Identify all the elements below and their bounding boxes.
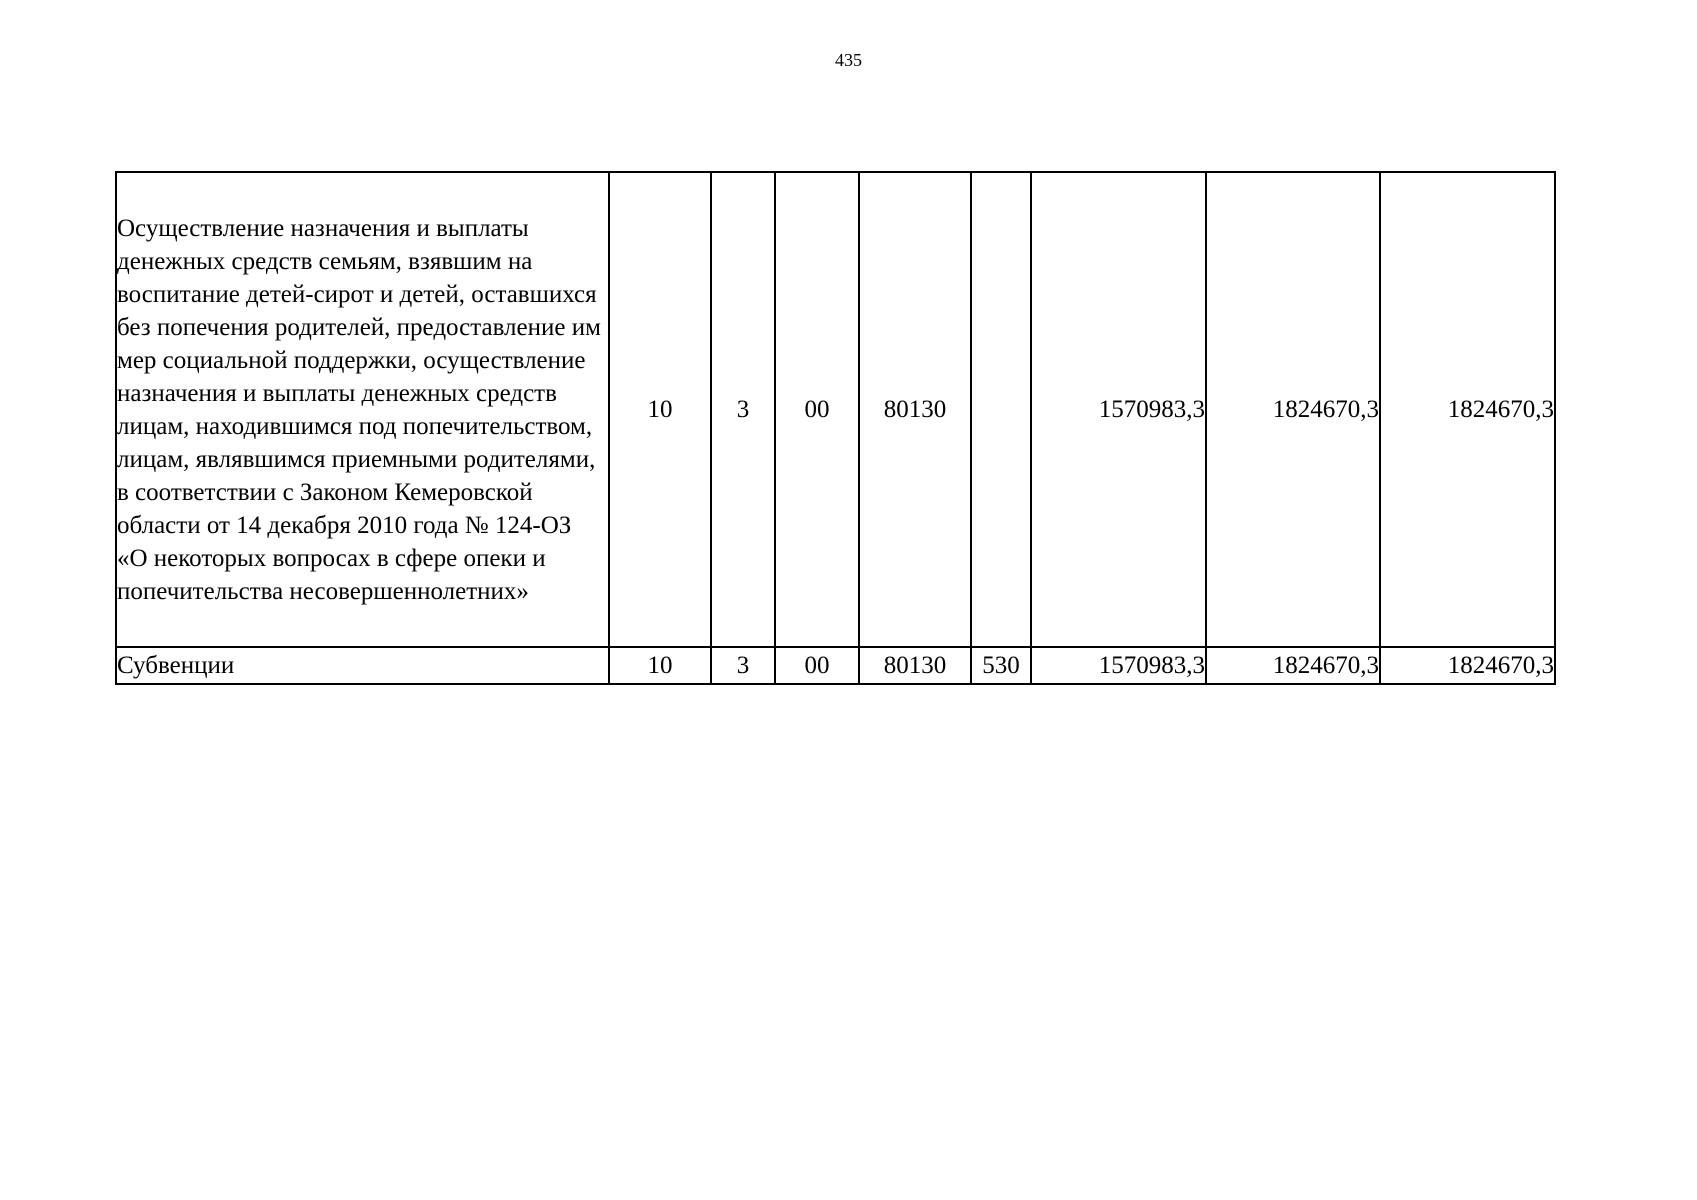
expense-type-code: [971, 172, 1031, 647]
article-code: 80130: [859, 172, 971, 647]
table-row: [116, 172, 1555, 647]
amount-year-2: 1824670,3: [1206, 647, 1380, 684]
program-code: 00: [775, 647, 859, 684]
section-code: 10: [609, 172, 711, 647]
row-description: Субвенции: [116, 647, 609, 684]
row-description: Осуществление назначения и выплаты денежных средств семьям, взявшим на воспитание детей-сирот и детей, оставшихся без попечения родителей, предоставление им мер социальной поддержки, осуществление назначения и выплаты денежных средств лицам, находившимся под попечительством, лицам, являвшимся приемными родителями, в соответствии с Законом Кемеровской области от 14 декабря 2010 года № 124-ОЗ «О некоторых вопросах в сфере опеки и попечительства несовершеннолетних»: [116, 172, 609, 647]
budget-table: [115, 171, 1556, 685]
amount-year-3: 1824670,3: [1380, 172, 1555, 647]
page-number: 435: [835, 50, 862, 70]
section-code: 10: [609, 647, 711, 684]
subsection-code: 3: [711, 647, 775, 684]
expense-type-code: 530: [971, 647, 1031, 684]
table-row: [116, 647, 1555, 684]
program-code: 00: [775, 172, 859, 647]
amount-year-1: 1570983,3: [1031, 647, 1206, 684]
article-code: 80130: [859, 647, 971, 684]
subsection-code: 3: [711, 172, 775, 647]
amount-year-1: 1570983,3: [1031, 172, 1206, 647]
amount-year-2: 1824670,3: [1206, 172, 1380, 647]
amount-year-3: 1824670,3: [1380, 647, 1555, 684]
